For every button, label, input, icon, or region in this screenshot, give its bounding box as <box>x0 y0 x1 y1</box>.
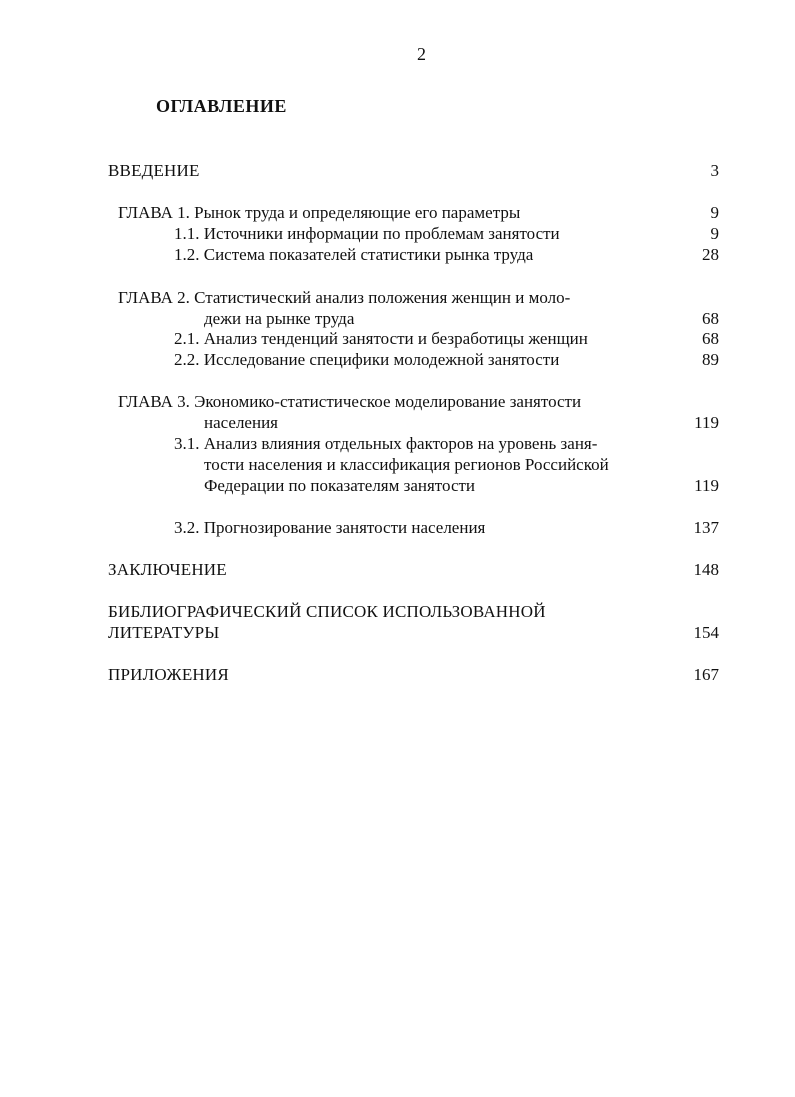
toc-entry-bibliography-line-2: ЛИТЕРАТУРЫ <box>108 623 220 642</box>
toc-page-section-3-2: 137 <box>693 518 719 537</box>
toc-page-chapter-2: 68 <box>702 309 719 328</box>
toc-page-appendices: 167 <box>693 665 719 684</box>
toc-page-conclusion: 148 <box>693 560 719 579</box>
toc-page-chapter-1: 9 <box>710 203 719 222</box>
toc-page-chapter-3: 119 <box>694 413 719 432</box>
toc-page-section-1-1: 9 <box>710 224 719 243</box>
page-number: 2 <box>417 44 426 64</box>
toc-chapter-3-line-2: населения <box>204 413 278 432</box>
toc-section-3-1-line-2: тости населения и классификация регионов Российской <box>204 455 609 474</box>
toc-entry-bibliography-line-1: БИБЛИОГРАФИЧЕСКИЙ СПИСОК ИСПОЛЬЗОВАННОЙ <box>108 602 546 621</box>
toc-section-2-2: 2.2. Исследование специфики молодежной занятости <box>174 350 560 369</box>
toc-page-section-2-1: 68 <box>702 329 719 348</box>
toc-page-bibliography: 154 <box>693 623 719 642</box>
toc-chapter-2-line-2: дежи на рынке труда <box>204 309 355 328</box>
toc-title: ОГЛАВЛЕНИЕ <box>156 96 287 116</box>
toc-section-3-1-line-3: Федерации по показателям занятости <box>204 476 476 495</box>
toc-chapter-2-line-1: ГЛАВА 2. Статистический анализ положения женщин и моло- <box>118 288 571 307</box>
toc-page-introduction: 3 <box>710 161 719 180</box>
toc-entry-introduction: ВВЕДЕНИЕ <box>108 161 200 180</box>
toc-entry-conclusion: ЗАКЛЮЧЕНИЕ <box>108 560 227 579</box>
toc-section-2-1: 2.1. Анализ тенденций занятости и безработицы женщин <box>174 329 588 348</box>
toc-entry-appendices: ПРИЛОЖЕНИЯ <box>108 665 229 684</box>
toc-chapter-1: ГЛАВА 1. Рынок труда и определяющие его параметры <box>118 203 521 222</box>
toc-section-1-1: 1.1. Источники информации по проблемам занятости <box>174 224 560 243</box>
toc-section-3-2: 3.2. Прогнозирование занятости населения <box>174 518 486 537</box>
toc-page-section-1-2: 28 <box>702 245 719 264</box>
toc-chapter-3-line-1: ГЛАВА 3. Экономико-статистическое моделирование занятости <box>118 392 582 411</box>
toc-page-section-2-2: 89 <box>702 350 719 369</box>
toc-section-3-1-line-1: 3.1. Анализ влияния отдельных факторов на уровень заня- <box>174 434 598 453</box>
toc-page-section-3-1: 119 <box>694 476 719 495</box>
toc-section-1-2: 1.2. Система показателей статистики рынка труда <box>174 245 534 264</box>
